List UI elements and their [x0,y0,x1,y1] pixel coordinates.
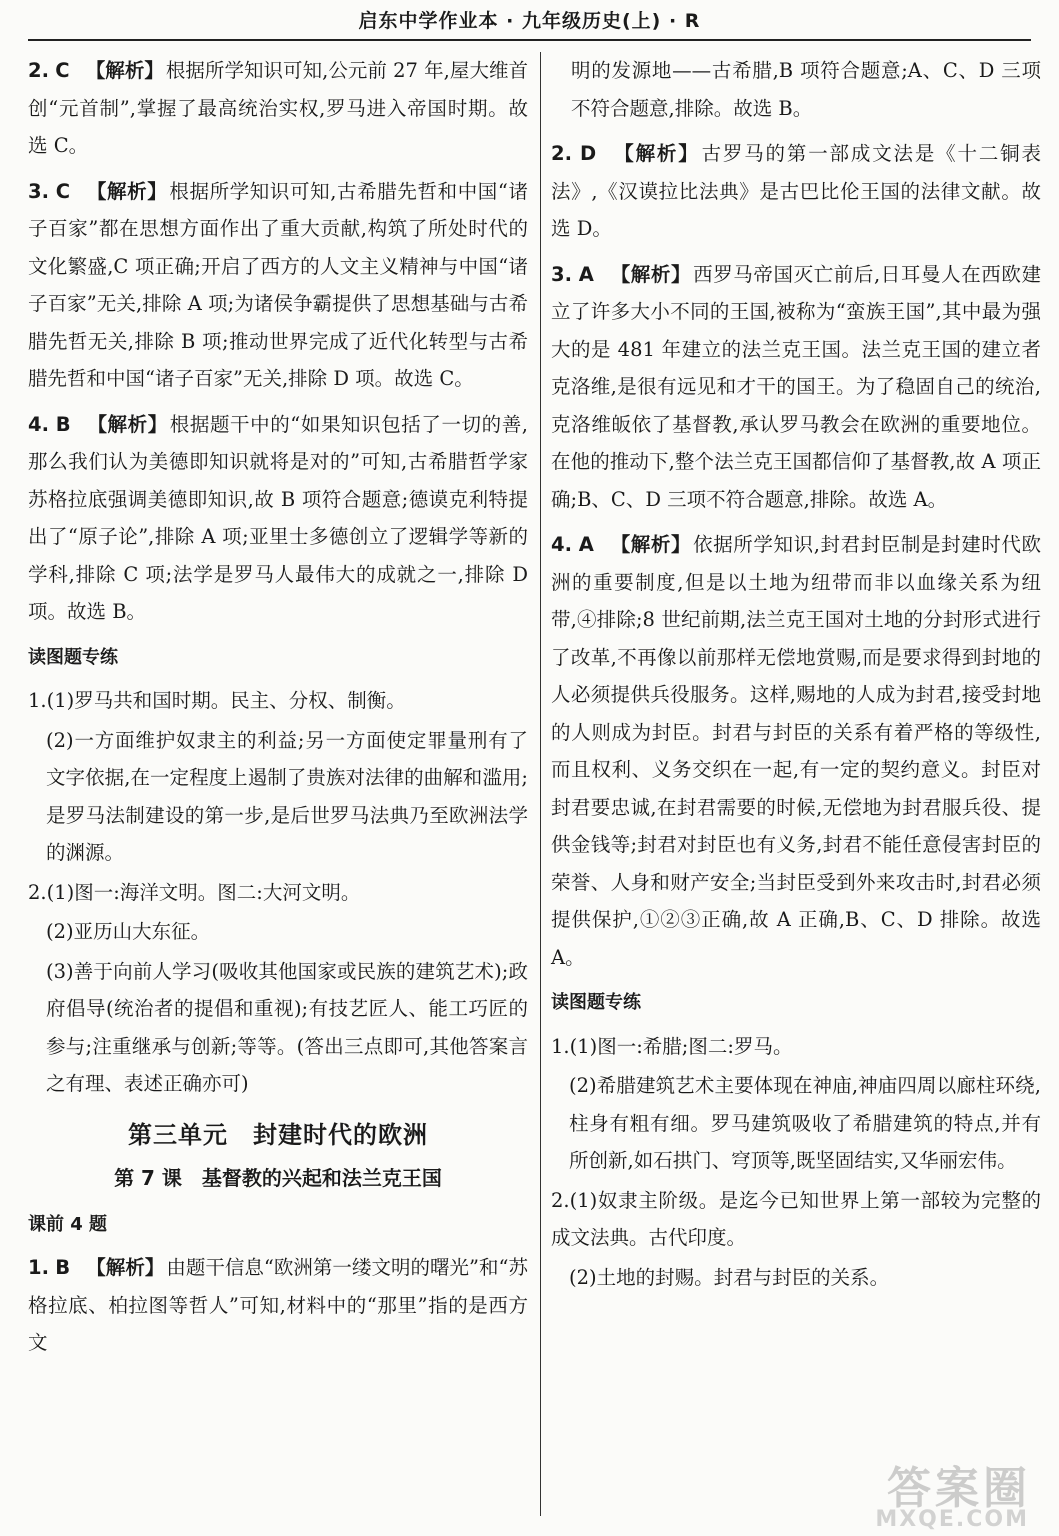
left-column [28,52,528,1370]
pre-answer-item-1 [28,1249,528,1362]
watermark-logo-text: 答案圈 [887,1463,1031,1514]
continuation-text [551,52,1041,127]
analysis-text: 古罗马的第一部成文法是《十二铜表法》,《汉谟拉比法典》是古巴比伦王国的法律文献。故选 D。 [551,142,1041,240]
answer-letter: C [55,179,71,203]
watermark-logo [841,1452,1041,1532]
reading-item-2-part-3: (3)善于向前人学习(吸收其他国家或民族的建筑艺术);政府倡导(统治者的提倡和重视);有技艺匠人、能工巧匠的参与;注重继承与创新;等等。(答出三点即可,其他答案言之有理、表述正确亦可) [46,959,528,1095]
analysis-tag: 【解析】 [87,412,168,436]
answer-part: (1)罗马共和国时期。民主、分权、制衡。 [46,689,406,712]
question-number: 2. [28,880,47,904]
analysis-tag: 【解析】 [85,59,164,82]
answer-letter: A [578,262,594,286]
answer-item-4 [28,406,528,631]
lesson-title: 第 7 课 基督教的兴起和法兰克王国 [114,1166,442,1190]
answer-letter: C [55,59,70,82]
header-rule [28,39,1031,41]
unit-title: 第三单元 封建时代的欧洲 [128,1120,428,1149]
question-number: 1. [28,689,47,712]
question-number: 4. [551,533,572,556]
question-number: 1. [551,1034,570,1058]
reading-item-1-part-1 [28,682,528,720]
analysis-tag: 【解析】 [610,262,692,286]
section-heading-pre: 课前 4 题 [28,1213,108,1235]
question-number: 3. [28,179,49,203]
right-column [551,52,1041,1298]
answer-letter: B [55,1256,71,1279]
answer-part: (1)奴隶主阶级。是迄今已知世界上第一部较为完整的成文法典。古代印度。 [551,1188,1041,1249]
reading-item-2-part-2: (2)土地的封赐。封君与封臣的关系。 [569,1265,890,1289]
question-number: 1. [28,1256,49,1279]
analysis-tag: 【解析】 [610,533,692,556]
analysis-tag: 【解析】 [86,1256,165,1279]
question-number: 2. [28,59,49,82]
analysis-text: 依据所学知识,封君封臣制是封建时代欧洲的重要制度,但是以土地为纽带而非以血缘关系为纽带,④排除;8 世纪前期,法兰克王国对土地的分封形式进行了改革,不再像以前那样无偿地赏赐,而是要求得到封地的人必须提供兵役服务。这样,赐地的人成为封君,接受封地的人则成为封臣。封君与封臣的关系有着严格的等级性,而且权利、义务交织在一起,有一定的契约意义。封臣对封君要忠诚,在封君需要的时候,无偿地为封君服兵役、提供金钱等;封君对封臣也有义务,封君不能任意侵害封臣的荣誉、人身和财产安全;当封臣受到外来攻击时,封君必须提供保护,①②③正确,故 A 正确,B、C、D 排除。故选 A。 [551,533,1042,969]
analysis-tag: 【解析】 [86,179,168,203]
pre-answer-item-3 [551,256,1041,519]
reading-item-1-part-1 [551,1028,1041,1066]
question-number: 2. [551,142,572,165]
analysis-text: 根据所学知识可知,古希腊先哲和中国“诸子百家”都在思想方面作出了重大贡献,构筑了所处时代的文化繁盛,C 项正确;开启了西方的人文主义精神与中国“诸子百家”无关,排除 A 项;为诸侯争霸提供了思想基础与古希腊先哲无关,排除 B 项;推动世界完成了近代化转型与古希腊先哲和中国“诸子百家”无关,排除 D 项。故选 C。 [28,179,528,390]
page-header [28,6,1031,36]
analysis-text: 由题干信息“欧洲第一缕文明的曙光”和“苏格拉底、柏拉图等哲人”可知,材料中的“那里”指的是西方文 [28,1256,528,1354]
reading-item-2-part-1 [551,1182,1041,1257]
continuation-body: 明的发源地——古希腊,B 项符合题意;A、C、D 三项不符合题意,排除。故选 B。 [571,59,1041,120]
reading-item-2-part-1 [28,874,528,912]
pre-answer-item-4 [551,526,1041,976]
analysis-text: 根据所学知识可知,公元前 27 年,屋大维首创“元首制”,掌握了最高统治实权,罗马进入帝国时期。故选 C。 [28,59,528,157]
question-number: 4. [28,412,49,436]
reading-item-2-part-2: (2)亚历山大东征。 [46,920,211,943]
column-divider [540,52,541,1516]
answer-letter: B [55,412,71,436]
analysis-text: 根据题干中的“如果知识包括了一切的善,那么我们认为美德即知识就将是对的”可知,古希腊哲学家苏格拉底强调美德即知识,故 B 项符合题意;德谟克利特提出了“原子论”,排除 A 项;亚里士多德创立了逻辑学等新的学科,排除 C 项;法学是罗马人最伟大的成就之一,排除 D 项。故选 B。 [28,412,528,623]
answer-part: (1)图一:海洋文明。图二:大河文明。 [46,880,361,904]
header-title: 启东中学作业本 · 九年级历史(上) · R [358,10,701,32]
reading-item-1-part-2: (2)希腊建筑艺术主要体现在神庙,神庙四周以廊柱环绕,柱身有粗有细。罗马建筑吸收了希腊建筑的特点,并有所创新,如石拱门、穹顶等,既坚固结实,又华丽宏伟。 [569,1074,1041,1172]
section-heading-reading: 读图题专练 [551,992,641,1013]
answer-part: (1)图一:希腊;图二:罗马。 [569,1034,793,1058]
answer-letter: D [580,142,597,165]
pre-answer-item-2 [551,135,1041,248]
section-heading-reading: 读图题专练 [28,646,118,668]
analysis-tag: 【解析】 [614,142,700,165]
answer-item-3 [28,173,528,398]
answer-item-2 [28,52,528,165]
analysis-text: 西罗马帝国灭亡前后,日耳曼人在西欧建立了许多大小不同的王国,被称为“蛮族王国”,其中最为强大的是 481 年建立的法兰克王国。法兰克王国的建立者克洛维,是很有远见和才干的国王。为了稳固自己的统治,克洛维皈依了基督教,承认罗马教会在欧洲的重要地位。在他的推动下,整个法兰克王国都信仰了基督教,故 A 项正确;B、C、D 三项不符合题意,排除。故选 A。 [551,262,1042,511]
question-number: 2. [551,1188,570,1212]
watermark-url: MXQE.COM [875,1507,1029,1532]
answer-letter: A [578,533,594,556]
question-number: 3. [551,262,572,286]
reading-item-1-part-2: (2)一方面维护奴隶主的利益;另一方面使定罪量刑有了文字依据,在一定程度上遏制了贵族对法律的曲解和滥用;是罗马法制建设的第一步,是后世罗马法典乃至欧洲法学的渊源。 [46,728,528,864]
